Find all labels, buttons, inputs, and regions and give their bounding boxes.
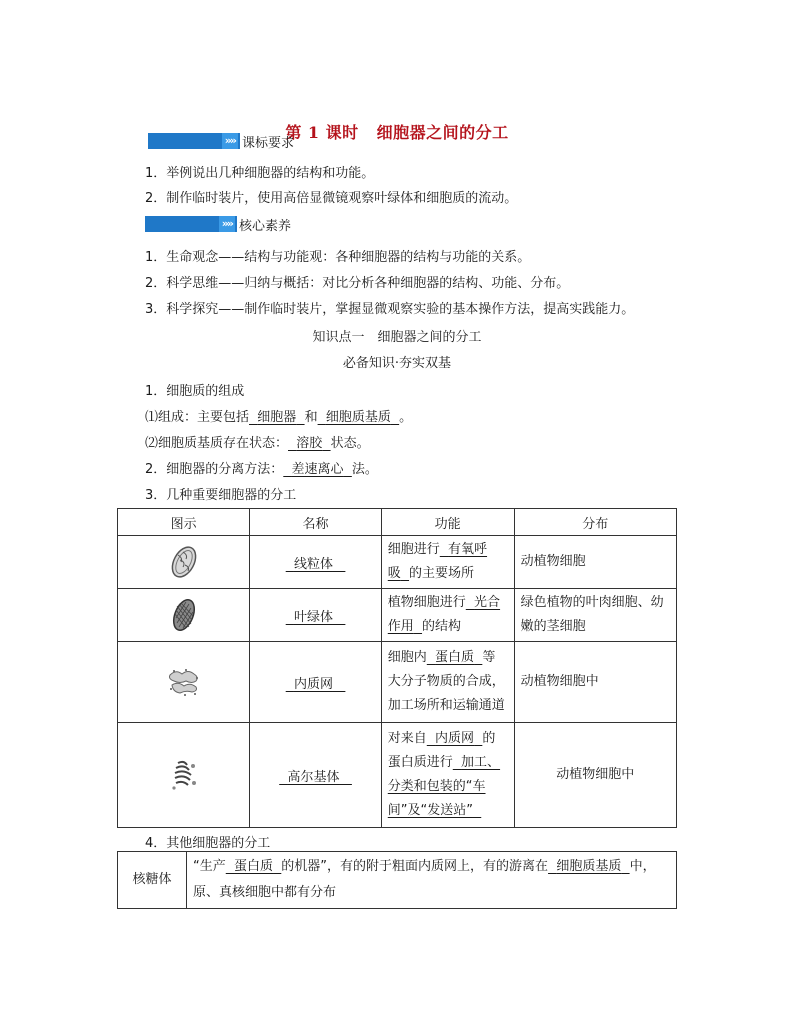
section-banner xyxy=(148,133,240,149)
ribosome-description: “生产 蛋白质 的机器”，有的附于粗面内质网上，有的游离在 细胞质基质 中，原、真核细胞中都有分布 xyxy=(187,852,677,909)
literacy-item: 3．科学探究——制作临时装片，掌握显微观察实验的基本操作方法，提高实践能力。 xyxy=(145,302,635,317)
table-row xyxy=(118,642,677,723)
organelle-table xyxy=(117,508,677,828)
column-header: 功能 xyxy=(381,509,514,536)
mitochondrion-icon xyxy=(118,536,250,589)
answer-blank: 溶胶 xyxy=(296,436,323,451)
table-header-row xyxy=(118,509,677,536)
column-header: 分布 xyxy=(514,509,676,536)
answer-blank: 差速离心 xyxy=(291,462,344,477)
distribution-cell: 动植物细胞 xyxy=(514,536,676,589)
cytosol-state: ⑵细胞质基质存在状态： 溶胶 状态。 xyxy=(145,436,370,451)
organelle-name-blank: 高尔基体 xyxy=(287,769,340,785)
function-cell: 细胞进行 有氧呼吸 的主要场所 xyxy=(381,536,514,589)
section-header-literacy xyxy=(145,213,291,235)
heading-other-organelles: 4．其他细胞器的分工 xyxy=(145,836,271,851)
section-label: 课标要求 xyxy=(242,135,295,151)
cytoplasm-composition: ⑴组成：主要包括 细胞器 和 细胞质基质 。 xyxy=(145,410,413,425)
organelle-name-blank: 线粒体 xyxy=(293,556,333,572)
lesson-number: 第 1 课时 xyxy=(285,123,359,142)
table-row xyxy=(118,536,677,589)
organelle-name-blank: 叶绿体 xyxy=(293,609,333,625)
distribution-cell: 绿色植物的叶肉细胞、幼嫩的茎细胞 xyxy=(514,589,676,642)
lesson-topic: 细胞器之间的分工 xyxy=(376,123,509,142)
literacy-item: 2．科学思维——归纳与概括：对比分析各种细胞器的结构、功能、分布。 xyxy=(145,276,570,291)
endoplasmic-reticulum-icon xyxy=(118,642,250,723)
function-cell: 植物细胞进行 光合作用 的结构 xyxy=(381,589,514,642)
answer-blank: 细胞器 xyxy=(257,410,297,425)
lesson-title xyxy=(0,120,794,143)
answer-blank: 细胞质基质 xyxy=(556,859,622,874)
table-row xyxy=(118,852,677,909)
table-row xyxy=(118,589,677,642)
knowledge-point-title: 知识点一 细胞器之间的分工 xyxy=(312,330,482,345)
separation-method: 2．细胞器的分离方法： 差速离心 法。 xyxy=(145,462,378,477)
answer-blank: 光合作用 xyxy=(387,595,501,634)
ribosome-name: 核糖体 xyxy=(118,852,187,909)
section-banner xyxy=(145,216,237,232)
knowledge-point-subtitle: 必备知识·夯实双基 xyxy=(342,356,452,371)
function-cell: 细胞内 蛋白质 等大分子物质的合成，加工场所和运输通道 xyxy=(381,642,514,723)
standard-item: 1．举例说出几种细胞器的结构和功能。 xyxy=(145,166,375,181)
answer-blank: 细胞质基质 xyxy=(325,410,391,425)
section-header-standards xyxy=(148,130,294,152)
section-label: 核心素养 xyxy=(239,218,292,234)
answer-blank: 加工、分类和包装的“车间”及“发送站” xyxy=(387,755,501,818)
table-row xyxy=(118,723,677,828)
standard-item: 2．制作临时装片，使用高倍显微镜观察叶绿体和细胞质的流动。 xyxy=(145,191,518,206)
answer-blank: 蛋白质 xyxy=(234,859,274,874)
chloroplast-icon xyxy=(118,589,250,642)
double-chevron-icon: »» xyxy=(222,133,238,149)
heading-organelles: 3．几种重要细胞器的分工 xyxy=(145,488,297,503)
organelle-name-blank: 内质网 xyxy=(293,676,333,692)
function-cell: 对来自 内质网 的蛋白质进行 加工、分类和包装的“车间”及“发送站” xyxy=(381,723,514,828)
double-chevron-icon: »» xyxy=(219,216,235,232)
golgi-apparatus-icon xyxy=(118,723,250,828)
answer-blank: 有氧呼吸 xyxy=(387,542,488,581)
distribution-cell: 动植物细胞中 xyxy=(514,642,676,723)
ribosome-table xyxy=(117,851,677,909)
literacy-item: 1．生命观念——结构与功能观：各种细胞器的结构与功能的关系。 xyxy=(145,250,531,265)
heading-cytoplasm: 1．细胞质的组成 xyxy=(145,384,245,399)
answer-blank: 蛋白质 xyxy=(435,650,475,665)
answer-blank: 内质网 xyxy=(435,731,475,746)
distribution-cell: 动植物细胞中 xyxy=(514,723,676,828)
column-header: 图示 xyxy=(118,509,250,536)
column-header: 名称 xyxy=(250,509,381,536)
